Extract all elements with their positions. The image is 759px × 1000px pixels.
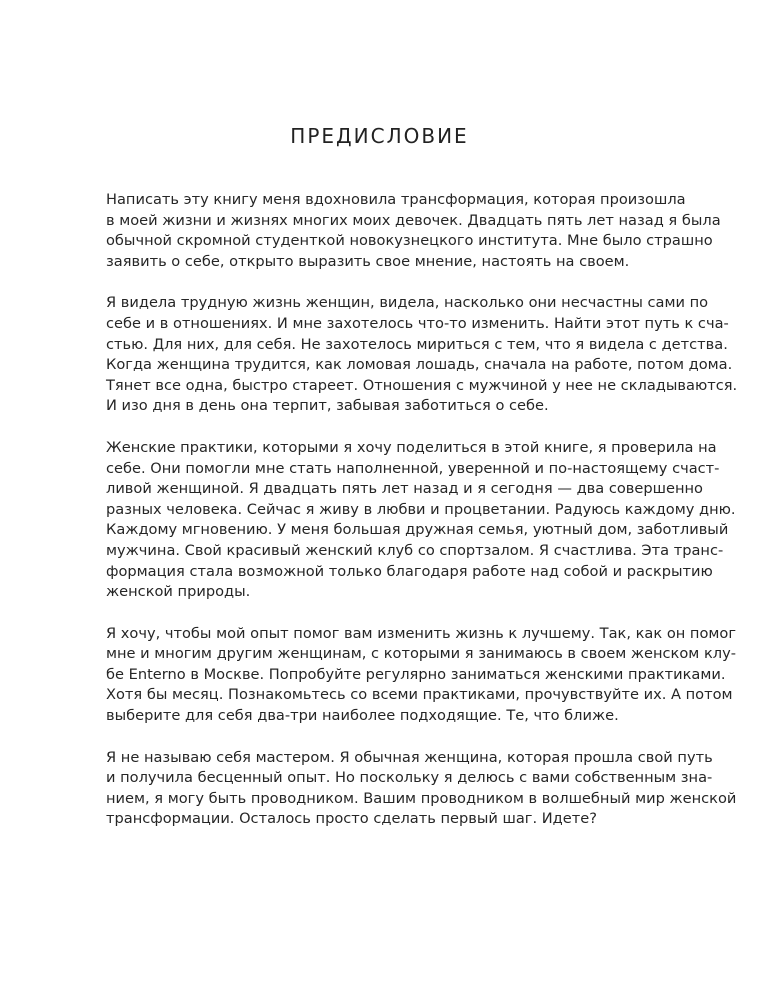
paragraph-line: Хотя бы месяц. Познакомьтесь со всеми практиками, прочувствуйте их. А потом [106,686,733,704]
paragraph-line: Каждому мгновению. У меня большая дружная семья, уютный дом, заботливый [106,521,729,539]
paragraph-line: себе. Они помогли мне стать наполненной, уверенной и по-настоящему счаст- [106,459,720,477]
paragraph-line: Женские практики, которыми я хочу поделиться в этой книге, я проверила на [106,438,717,456]
paragraph-line: ливой женщиной. Я двадцать пять лет назад и я сегодня — два совершенно [106,480,703,498]
paragraph-line: Я не называю себя мастером. Я обычная женщина, которая прошла свой путь [106,748,713,766]
paragraph-line: мужчина. Свой красивый женский клуб со спортзалом. Я счастлива. Эта транс- [106,541,724,559]
paragraph-line: И изо дня в день она терпит, забывая заботиться о себе. [106,397,549,415]
paragraph-line: стью. Для них, для себя. Не захотелось мириться с тем, что я видела с детства. [106,335,728,353]
paragraph-line: обычной скромной студенткой новокузнецкого института. Мне было страшно [106,232,713,250]
paragraph-line: Я хочу, чтобы мой опыт помог вам изменить жизнь к лучшему. Так, как он помог [106,624,737,642]
paragraph-line: формация стала возможной только благодаря работе над собой и раскрытию [106,562,713,580]
paragraph-line: женской природы. [106,583,251,601]
paragraph-line: Когда женщина трудится, как ломовая лошадь, сначала на работе, потом дома. [106,356,733,374]
paragraph-line: выберите для себя два-три наиболее подходящие. Те, что ближе. [106,707,619,725]
paragraph-line: нием, я могу быть проводником. Вашим проводником в волшебный мир женской [106,789,737,807]
paragraph-line: Я видела трудную жизнь женщин, видела, насколько они несчастны сами по [106,294,709,312]
paragraph-3 [106,438,736,603]
paragraph-line: Тянет все одна, быстро стареет. Отношения с мужчиной у нее не складываются. [106,376,738,394]
paragraph-line: бе Enterno в Москве. Попробуйте регулярно заниматься женскими практиками. [106,665,726,683]
page-title: ПРЕДИСЛОВИЕ [290,124,469,148]
paragraph-5 [106,748,737,830]
paragraph-2 [106,293,738,417]
paragraph-line: Написать эту книгу меня вдохновила трансформация, которая произошла [106,191,686,208]
body-text [106,190,738,851]
paragraph-line: трансформации. Осталось просто сделать первый шаг. Идете? [106,810,597,828]
paragraph-line: разных человека. Сейчас я живу в любви и процветании. Радуюсь каждому дню. [106,500,736,518]
paragraph-line: и получила бесценный опыт. Но поскольку я делюсь с вами собственным зна- [106,769,713,787]
paragraph-line: заявить о себе, открыто выразить свое мнение, настоять на своем. [106,252,630,270]
paragraph-line: в моей жизни и жизнях многих моих девочек. Двадцать пять лет назад я была [106,211,721,229]
paragraph-4 [106,624,737,727]
paragraph-1 [106,190,721,272]
paragraph-line: себе и в отношениях. И мне захотелось что-то изменить. Найти этот путь к сча- [106,314,729,332]
paragraph-line: мне и многим другим женщинам, с которыми я занимаюсь в своем женском клу- [106,645,736,663]
